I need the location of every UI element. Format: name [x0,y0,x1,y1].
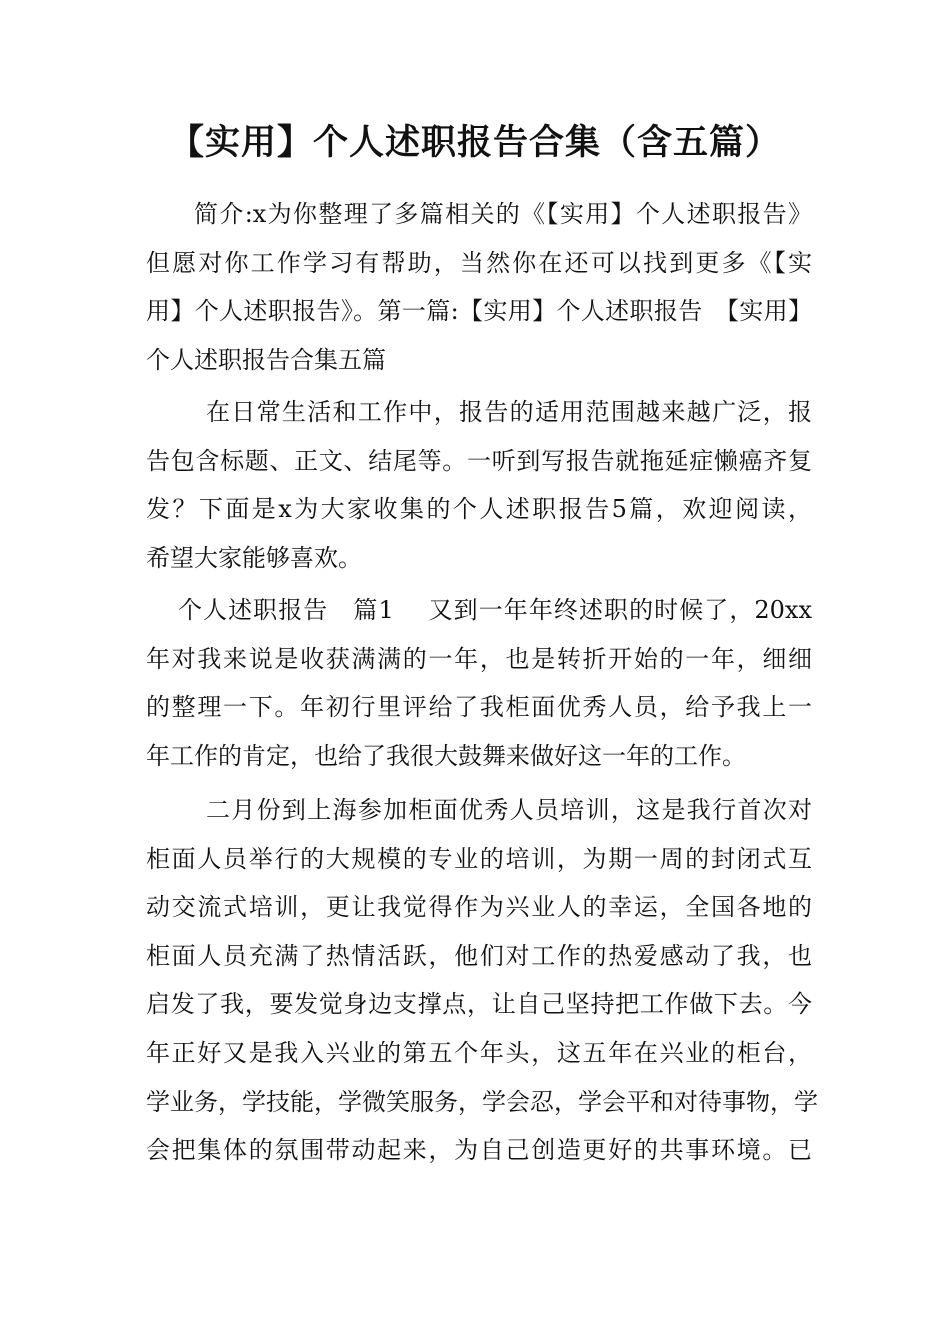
paragraph-line: 在日常生活和工作中，报告的适用范围越来越广泛，报 [206,398,812,426]
paragraph-line: 会把集体的氛围带动起来，为自己创造更好的共事环境。已 [146,1136,812,1165]
paragraph-line: 柜面人员充满了热情活跃，他们对工作的热爱感动了我，也 [146,941,812,970]
paragraph-line: 二月份到上海参加柜面优秀人员培训，这是我行首次对 [206,796,812,824]
paragraph-line: 柜面人员举行的大规模的专业的培训，为期一周的封闭式互 [146,844,812,873]
paragraph-line: 简介:x为你整理了多篇相关的《【实用】个人述职报告》 [194,200,812,228]
paragraph-line: 告包含标题、正文、结尾等。一听到写报告就拖延症懒癌齐复 [146,446,812,475]
paragraph-line: 用】个人述职报告》。第一篇:【实用】个人述职报告 【实用】 [146,297,812,326]
paragraph-line: 但愿对你工作学习有帮助，当然你在还可以找到更多《【实 [146,248,812,277]
paragraph-line: 个人述职报告 篇1 又到一年年终述职的时候了，20xx [178,596,812,624]
paragraph-line: 发？下面是x为大家收集的个人述职报告5篇，欢迎阅读， [146,495,812,524]
paragraph-line: 启发了我，要发觉身边支撑点，让自己坚持把工作做下去。今 [146,990,812,1019]
document-title: 【实用】个人述职报告合集（含五篇） [168,122,781,163]
paragraph-line: 年对我来说是收获满满的一年，也是转折开始的一年，细细 [146,644,812,673]
paragraph-line: 希望大家能够喜欢。 [146,543,362,572]
paragraph-line: 年工作的肯定，也给了我很大鼓舞来做好这一年的工作。 [146,741,746,770]
paragraph-line: 学业务，学技能，学微笑服务，学会忍，学会平和对待事物，学 [146,1087,818,1116]
paragraph-training [146,786,818,1175]
paragraph-line: 年正好又是我入兴业的第五个年头，这五年在兴业的柜台， [146,1038,812,1067]
paragraph-intro [146,190,812,384]
paragraph-line: 个人述职报告合集五篇 [146,345,386,374]
paragraph-preface [146,388,812,582]
paragraph-line: 动交流式培训，更让我觉得作为兴业人的幸运，全国各地的 [146,893,812,922]
paragraph-line: 的整理一下。年初行里评给了我柜面优秀人员，给予我上一 [146,693,812,722]
paragraph-report-1 [146,586,812,780]
